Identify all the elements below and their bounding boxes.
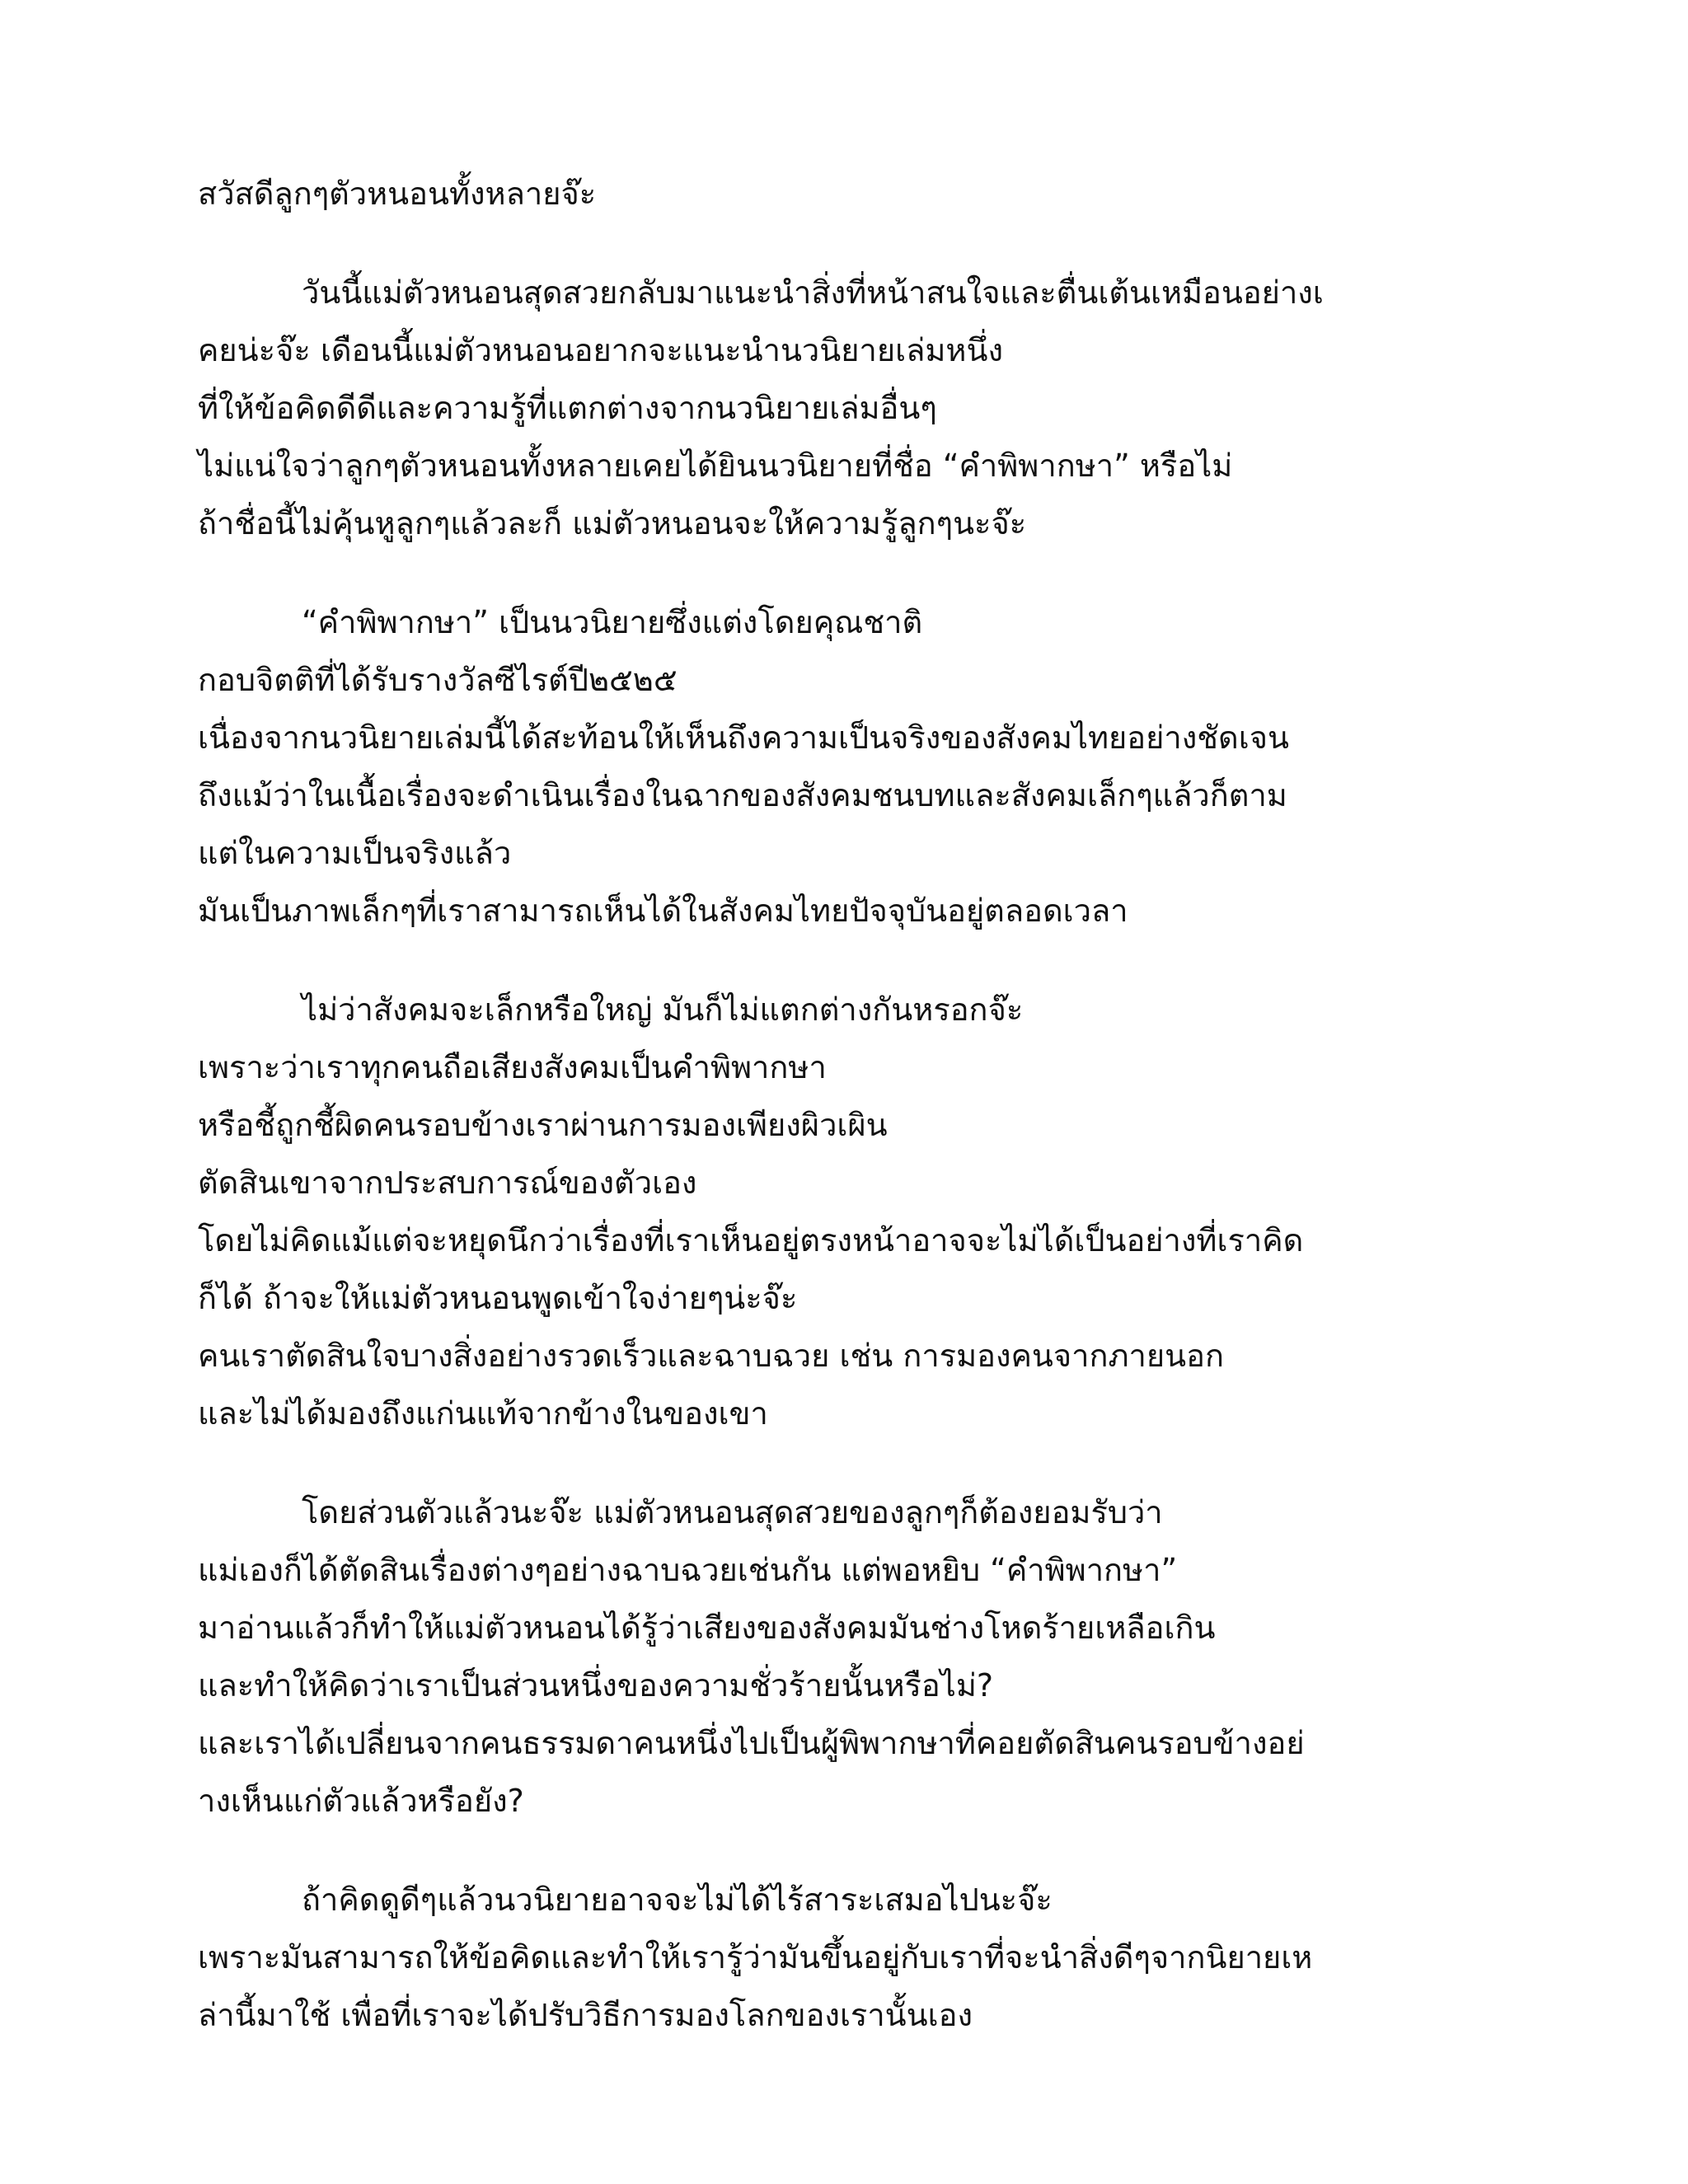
paragraph-line: วันนี้แม่ตัวหนอนสุดสวยกลับมาแนะนำสิ่งที่หน้าสนใจและตื่นเต้นเหมือนอย่างเ [302, 274, 1324, 311]
paragraph-line: ก็ได้ ถ้าจะให้แม่ตัวหนอนพูดเข้าใจง่ายๆน่ะจ๊ะ [198, 1280, 798, 1316]
paragraph-line: โดยส่วนตัวแล้วนะจ๊ะ แม่ตัวหนอนสุดสวยของลูกๆก็ต้องยอมรับว่า [302, 1494, 1163, 1530]
paragraph-line: เพราะมันสามารถให้ข้อคิดและทำให้เรารู้ว่ามันขึ้นอยู่กับเราที่จะนำสิ่งดีๆจากนิยายเห [198, 1939, 1313, 1975]
paragraph-line: แต่ในความเป็นจริงแล้ว [198, 835, 512, 871]
paragraph-line: มันเป็นภาพเล็กๆที่เราสามารถเห็นได้ในสังคมไทยปัจจุบันอยู่ตลอดเวลา [198, 893, 1128, 929]
paragraph-gap [198, 940, 1500, 981]
paragraph-line: คนเราตัดสินใจบางสิ่งอย่างรวดเร็วและฉาบฉวย เช่น การมองคนจากภายนอก [198, 1338, 1224, 1374]
paragraph-line: ไม่ว่าสังคมจะเล็กหรือใหญ่ มันก็ไม่แตกต่างกันหรอกจ๊ะ [302, 991, 1024, 1028]
paragraph-line: ที่ให้ข้อคิดดีดีและความรู้ที่แตกต่างจากนวนิยายเล่มอื่นๆ [198, 390, 937, 426]
paragraph-line: ไม่แน่ใจว่าลูกๆตัวหนอนทั้งหลายเคยได้ยินนวนิยายที่ชื่อ “คำพิพากษา” หรือไม่ [198, 448, 1233, 484]
paragraph-line: เนื่องจากนวนิยายเล่มนี้ได้สะท้อนให้เห็นถึงความเป็นจริงของสังคมไทยอย่างชัดเจน [198, 719, 1289, 756]
paragraph-gap [198, 1442, 1500, 1483]
paragraph-line: คยน่ะจ๊ะ เดือนนี้แม่ตัวหนอนอยากจะแนะนำนวนิยายเล่มหนึ่ง [198, 332, 1004, 368]
paragraph-line: มาอ่านแล้วก็ทำให้แม่ตัวหนอนได้รู้ว่าเสียงของสังคมมันช่างโหดร้ายเหลือเกิน [198, 1610, 1216, 1646]
paragraph-line: และไม่ได้มองถึงแก่นแท้จากข้างในของเขา [198, 1395, 768, 1432]
paragraph-2 [198, 593, 1500, 940]
paragraph-gap [198, 552, 1500, 593]
paragraph-line: และเราได้เปลี่ยนจากคนธรรมดาคนหนึ่งไปเป็นผู้พิพากษาที่คอยตัดสินคนรอบข้างอย่ [198, 1725, 1305, 1761]
greeting-line: สวัสดีลูกๆตัวหนอนทั้งหลายจ๊ะ [198, 176, 597, 212]
paragraph-line: เพราะว่าเราทุกคนถือเสียงสังคมเป็นคำพิพากษา [198, 1049, 827, 1085]
paragraph-line: และทำให้คิดว่าเราเป็นส่วนหนึ่งของความชั่วร้ายนั้นหรือไม่? [198, 1667, 994, 1704]
paragraph-line: “คำพิพากษา” เป็นนวนิยายซึ่งแต่งโดยคุณชาติ [302, 604, 923, 640]
paragraph-gap [198, 1830, 1500, 1871]
paragraph-line: หรือชี้ถูกชี้ผิดคนรอบข้างเราผ่านการมองเพียงผิวเผิน [198, 1107, 888, 1143]
paragraph-line: างเห็นแก่ตัวแล้วหรือยัง? [198, 1783, 524, 1819]
paragraph-gap [198, 223, 1500, 264]
paragraph-3 [198, 981, 1500, 1442]
paragraph-line: แม่เองก็ได้ตัดสินเรื่องต่างๆอย่างฉาบฉวยเช่นกัน แต่พอหยิบ “คำพิพากษา” [198, 1552, 1178, 1588]
document-body [198, 165, 1500, 2044]
paragraph-line: ถ้าชื่อนี้ไม่คุ้นหูลูกๆแล้วละก็ แม่ตัวหนอนจะให้ความรู้ลูกๆนะจ๊ะ [198, 505, 1027, 541]
paragraph-1 [198, 264, 1500, 552]
paragraph-line: โดยไม่คิดแม้แต่จะหยุดนึกว่าเรื่องที่เราเห็นอยู่ตรงหน้าอาจจะไม่ได้เป็นอย่างที่เราคิด [198, 1222, 1304, 1258]
paragraph-4 [198, 1483, 1500, 1830]
paragraph-line: ถ้าคิดดูดีๆแล้วนวนิยายอาจจะไม่ได้ไร้สาระเสมอไปนะจ๊ะ [302, 1882, 1053, 1918]
paragraph-5 [198, 1871, 1500, 2044]
paragraph-line: ล่านี้มาใช้ เพื่อที่เราจะได้ปรับวิธีการมองโลกของเรานั้นเอง [198, 1997, 973, 2033]
paragraph-line: ตัดสินเขาจากประสบการณ์ของตัวเอง [198, 1165, 697, 1201]
paragraph-line: ถึงแม้ว่าในเนื้อเรื่องจะดำเนินเรื่องในฉากของสังคมชนบทและสังคมเล็กๆแล้วก็ตาม [198, 777, 1287, 813]
paragraph-line: กอบจิตติที่ได้รับรางวัลซีไรต์ปี๒๕๒๕ [198, 662, 678, 698]
